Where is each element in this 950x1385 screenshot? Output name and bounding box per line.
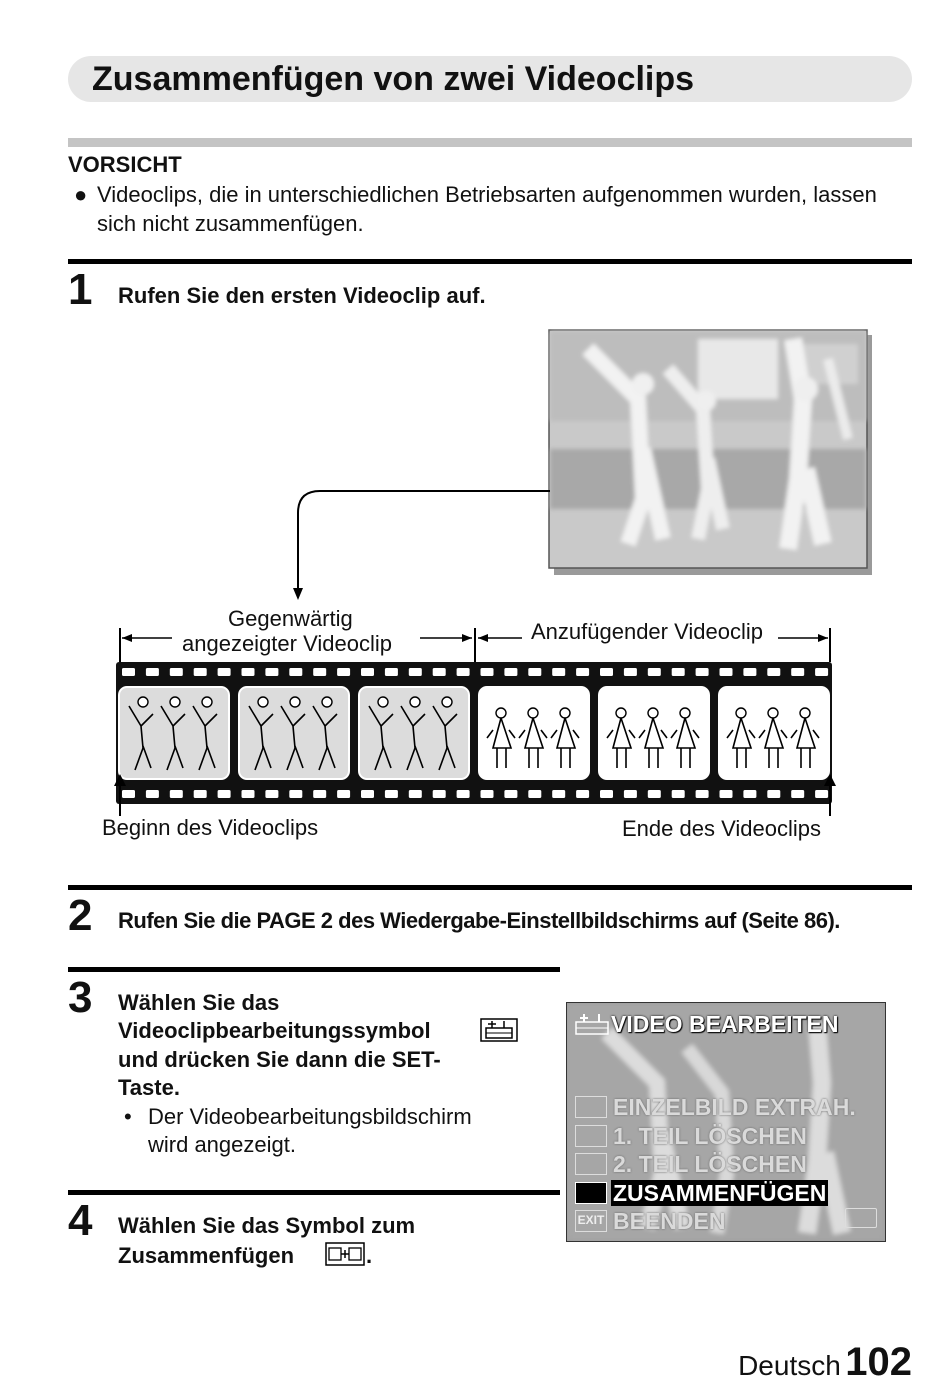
sprocket-hole: [242, 668, 255, 676]
menu-item-label: 2. TEIL LÖSCHEN: [613, 1151, 807, 1178]
start-label: Beginn des Videoclips: [102, 815, 319, 840]
menu-item[interactable]: [575, 1122, 875, 1151]
sprocket-hole: [289, 790, 302, 798]
sprocket-hole: [528, 790, 541, 798]
sprocket-hole: [672, 790, 685, 798]
current-clip-label-1: Gegenwärtig: [228, 606, 353, 631]
step-1-text: Rufen Sie den ersten Videoclip auf.: [118, 283, 486, 308]
sprocket-hole: [720, 668, 733, 676]
sprocket-hole: [242, 790, 255, 798]
sprocket-hole: [696, 668, 709, 676]
page-title: Zusammenfügen von zwei Videoclips: [92, 60, 695, 98]
sprocket-hole: [696, 790, 709, 798]
camera-menu-screen: [566, 1002, 886, 1242]
sprocket-hole: [481, 668, 494, 676]
sprocket-hole: [194, 790, 207, 798]
step-4-line-1: Wählen Sie das Symbol zum: [118, 1213, 416, 1238]
sprocket-hole: [648, 668, 661, 676]
step-divider: [68, 1190, 560, 1195]
sprocket-hole: [337, 668, 350, 676]
step-3-line-2: Videoclipbearbeitungssymbol: [118, 1018, 431, 1043]
sprocket-hole: [624, 790, 637, 798]
step-divider: [68, 885, 912, 890]
step-3-number: 3: [68, 973, 93, 1022]
menu-item-label: 1. TEIL LÖSCHEN: [613, 1122, 807, 1149]
step-1-number: 1: [68, 265, 93, 314]
step-3-sub-1: Der Videobearbeitungsbildschirm: [148, 1104, 472, 1129]
sprocket-hole: [767, 790, 780, 798]
join-clips-icon: [575, 1182, 607, 1204]
step-3-line-4: Taste.: [118, 1075, 180, 1100]
sprocket-hole: [791, 668, 804, 676]
bullet-icon: ●: [74, 182, 88, 207]
sprocket-hole: [313, 790, 326, 798]
sprocket-hole: [624, 668, 637, 676]
sprocket-hole: [385, 668, 398, 676]
page-number: 102: [845, 1340, 912, 1384]
sprocket-hole: [576, 668, 589, 676]
delete-first-part-icon: [575, 1125, 607, 1147]
sprocket-hole: [433, 668, 446, 676]
sprocket-hole: [409, 668, 422, 676]
sprocket-hole: [122, 668, 135, 676]
exit-icon: EXIT: [575, 1210, 607, 1232]
sprocket-hole: [289, 668, 302, 676]
sprocket-hole: [313, 668, 326, 676]
caution-heading: VORSICHT: [68, 152, 182, 177]
sprocket-hole: [457, 668, 470, 676]
menu-item-label: BEENDEN: [613, 1208, 726, 1235]
step-2-text: Rufen Sie die PAGE 2 des Wiedergabe-Einstellbildschirms auf (Seite 86).: [118, 908, 840, 933]
sprocket-hole: [481, 790, 494, 798]
sprocket-hole: [265, 668, 278, 676]
sprocket-hole: [648, 790, 661, 798]
end-label: Ende des Videoclips: [622, 816, 821, 841]
menu-list: [575, 1093, 875, 1236]
sprocket-hole: [146, 668, 159, 676]
bullet-dot: •: [124, 1104, 132, 1129]
divider: [68, 138, 912, 147]
sprocket-hole: [743, 668, 756, 676]
sprocket-hole: [528, 668, 541, 676]
sprocket-hole: [361, 790, 374, 798]
sprocket-hole: [600, 790, 613, 798]
sprocket-hole: [385, 790, 398, 798]
menu-item[interactable]: [575, 1207, 875, 1236]
sprocket-hole: [552, 790, 565, 798]
step-4-period: .: [366, 1243, 373, 1268]
step-divider: [68, 967, 560, 972]
sprocket-hole: [146, 790, 159, 798]
sprocket-hole: [122, 790, 135, 798]
step-4-number: 4: [68, 1196, 93, 1245]
current-clip-frame: [119, 687, 229, 779]
sprocket-hole: [218, 790, 231, 798]
connector-arrow: [290, 488, 552, 603]
sprocket-hole: [361, 668, 374, 676]
menu-item[interactable]: [575, 1150, 875, 1179]
join-clips-icon: [325, 1242, 365, 1266]
appended-clip-frame: [719, 687, 829, 779]
sprocket-hole: [720, 790, 733, 798]
sprocket-hole: [457, 790, 470, 798]
appended-clip-frame: [599, 687, 709, 779]
step-2-number: 2: [68, 891, 93, 940]
sprocket-hole: [791, 790, 804, 798]
appended-clip-label: Anzufügender Videoclip: [531, 619, 763, 644]
sprocket-hole: [504, 668, 517, 676]
sprocket-hole: [600, 668, 613, 676]
sprocket-hole: [218, 668, 231, 676]
delete-second-part-icon: [575, 1153, 607, 1175]
extract-frame-icon: [575, 1096, 607, 1118]
battery-icon: [845, 1208, 877, 1228]
appended-clip-frame: [479, 687, 589, 779]
current-clip-label-2: angezeigter Videoclip: [182, 631, 392, 656]
caution-text: Videoclips, die in unterschiedlichen Betriebsarten aufgenommen wurden, lassen sich nicht zusammenfügen.: [97, 182, 877, 236]
sprocket-hole: [743, 790, 756, 798]
step-3-sub-2: wird angezeigt.: [148, 1132, 296, 1157]
sprocket-hole: [767, 668, 780, 676]
page-footer: [738, 1340, 912, 1385]
current-clip-frame: [239, 687, 349, 779]
menu-item-label: ZUSAMMENFÜGEN: [613, 1179, 827, 1206]
video-frame-photo: [548, 329, 872, 575]
footer-language: Deutsch: [738, 1350, 841, 1381]
sprocket-hole: [265, 790, 278, 798]
sprocket-hole: [672, 668, 685, 676]
sprocket-hole: [433, 790, 446, 798]
video-edit-icon: [480, 1018, 518, 1042]
menu-item[interactable]: [575, 1179, 875, 1208]
video-edit-icon: [575, 1011, 611, 1037]
sprocket-hole: [337, 790, 350, 798]
step-4-line-2: Zusammenfügen: [118, 1243, 295, 1268]
sprocket-hole: [504, 790, 517, 798]
sprocket-hole: [815, 668, 828, 676]
menu-item-label: EINZELBILD EXTRAH.: [613, 1094, 856, 1121]
sprocket-hole: [194, 668, 207, 676]
sprocket-hole: [576, 790, 589, 798]
step-3-line-1: Wählen Sie das: [118, 990, 280, 1015]
menu-item[interactable]: [575, 1093, 875, 1122]
current-clip-frame: [359, 687, 469, 779]
sprocket-hole: [552, 668, 565, 676]
sprocket-hole: [815, 790, 828, 798]
step-3-line-3: und drücken Sie dann die SET-: [118, 1047, 441, 1072]
menu-title: VIDEO BEARBEITEN: [611, 1011, 839, 1037]
step-divider: [68, 259, 912, 264]
sprocket-hole: [409, 790, 422, 798]
sprocket-hole: [170, 668, 183, 676]
filmstrip-diagram: [110, 618, 840, 818]
sprocket-hole: [170, 790, 183, 798]
